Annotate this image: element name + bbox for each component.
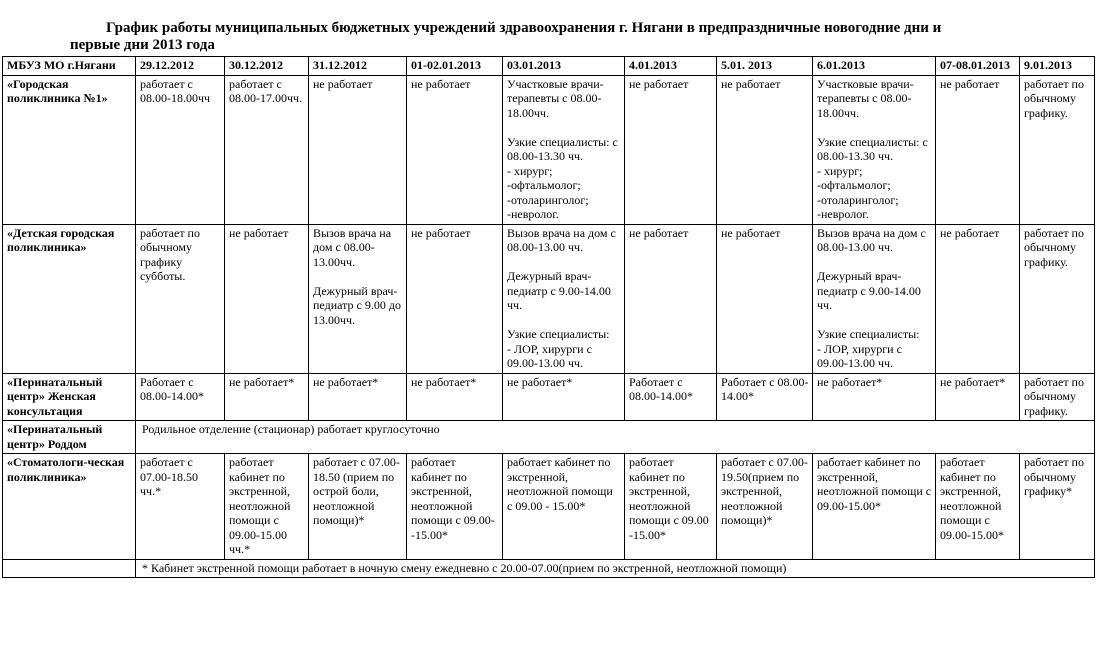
table-cell: работает с 07.00-18.50 (прием по острой боли, неотложной помощи)* bbox=[309, 454, 407, 560]
header-date: 03.01.2013 bbox=[503, 57, 625, 76]
table-cell: не работает bbox=[625, 224, 717, 373]
schedule-table bbox=[2, 56, 1095, 578]
footnote-empty-cell bbox=[3, 559, 136, 578]
institution-name: «Стоматологи-ческая поликлиника» bbox=[3, 454, 136, 560]
institution-name: «Детская городская поликлиника» bbox=[3, 224, 136, 373]
table-cell: не работает* bbox=[503, 373, 625, 421]
title-line-1: График работы муниципальных бюджетных учреждений здравоохранения г. Нягани в предпраздничные новогодние дни и bbox=[106, 20, 942, 36]
table-cell: работает с 07.00-19.50(прием по экстренной, неотложной помощи)* bbox=[717, 454, 813, 560]
table-cell: Участковые врачи-терапевты с 08.00-18.00чч. Узкие специалисты: с 08.00-13.30 чч. - хирург; -офтальмолог; -отоларинголог; -невролог. bbox=[503, 75, 625, 224]
header-date: 6.01.2013 bbox=[813, 57, 936, 76]
table-cell: Вызов врача на дом с 08.00-13.00 чч. Дежурный врач-педиатр с 9.00-14.00 чч. Узкие специалисты: - ЛОР, хирурги с 09.00-13.00 чч. bbox=[503, 224, 625, 373]
table-cell: не работает* bbox=[813, 373, 936, 421]
table-cell: не работает* bbox=[407, 373, 503, 421]
table-cell: работает по обычному графику. bbox=[1020, 75, 1095, 224]
table-row bbox=[3, 224, 1095, 373]
table-cell: работает с 07.00-18.50 чч.* bbox=[136, 454, 225, 560]
header-institution: МБУЗ МО г.Нягани bbox=[3, 57, 136, 76]
table-row bbox=[3, 421, 1095, 454]
header-row bbox=[3, 57, 1095, 76]
table-cell: не работает bbox=[717, 224, 813, 373]
table-row bbox=[3, 75, 1095, 224]
header-date: 5.01. 2013 bbox=[717, 57, 813, 76]
header-date: 30.12.2012 bbox=[225, 57, 309, 76]
table-cell: Работает с 08.00-14.00* bbox=[625, 373, 717, 421]
table-cell: работает с 08.00-18.00чч bbox=[136, 75, 225, 224]
table-cell: работает кабинет по экстренной, неотложной помощи с 09.00-15.00* bbox=[936, 454, 1020, 560]
table-row bbox=[3, 454, 1095, 560]
table-cell: не работает bbox=[407, 224, 503, 373]
table-cell: работает по обычному графику. bbox=[1020, 373, 1095, 421]
table-cell: Участковые врачи-терапевты с 08.00-18.00чч. Узкие специалисты: с 08.00-13.30 чч. - хирург; -офтальмолог; -отоларинголог; -невролог. bbox=[813, 75, 936, 224]
table-cell: работает по обычному графику. bbox=[1020, 224, 1095, 373]
header-date: 4.01.2013 bbox=[625, 57, 717, 76]
header-date: 9.01.2013 bbox=[1020, 57, 1095, 76]
table-cell: не работает* bbox=[309, 373, 407, 421]
table-cell: Работает с 08.00-14.00* bbox=[136, 373, 225, 421]
institution-name: «Перинатальный центр» Роддом bbox=[3, 421, 136, 454]
table-cell: работает с 08.00-17.00чч. bbox=[225, 75, 309, 224]
table-cell: работает по обычному графику* bbox=[1020, 454, 1095, 560]
table-cell: Вызов врача на дом с 08.00-13.00 чч. Дежурный врач-педиатр с 9.00-14.00 чч. Узкие специалисты: - ЛОР, хирурги с 09.00-13.00 чч. bbox=[813, 224, 936, 373]
table-cell: работает кабинет по экстренной, неотложной помощи с 09.00--15.00* bbox=[407, 454, 503, 560]
table-cell: не работает bbox=[936, 224, 1020, 373]
table-cell: Вызов врача на дом с 08.00-13.00чч. Дежурный врач- педиатр с 9.00 до 13.00чч. bbox=[309, 224, 407, 373]
table-cell: Работает с 08.00-14.00* bbox=[717, 373, 813, 421]
table-cell: не работает* bbox=[936, 373, 1020, 421]
roddom-note: Родильное отделение (стационар) работает круглосуточно bbox=[136, 421, 1095, 454]
footnote-row bbox=[3, 559, 1095, 578]
table-cell: работает кабинет по экстренной, неотложной помощи с 09.00 -15.00* bbox=[625, 454, 717, 560]
footnote: * Кабинет экстренной помощи работает в ночную смену ежедневно с 20.00-07.00(прием по экстренной, неотложной помощи) bbox=[136, 559, 1095, 578]
header-date: 29.12.2012 bbox=[136, 57, 225, 76]
table-cell: работает кабинет по экстренной, неотложной помощи с 09.00-15.00* bbox=[813, 454, 936, 560]
header-date: 01-02.01.2013 bbox=[407, 57, 503, 76]
table-cell: не работает bbox=[309, 75, 407, 224]
document-title bbox=[0, 20, 1097, 54]
table-cell: не работает bbox=[407, 75, 503, 224]
table-cell: не работает bbox=[936, 75, 1020, 224]
table-cell: работает по обычному графику субботы. bbox=[136, 224, 225, 373]
table-cell: не работает bbox=[225, 224, 309, 373]
table-cell: работает кабинет по экстренной, неотложной помощи с 09.00-15.00 чч.* bbox=[225, 454, 309, 560]
table-row bbox=[3, 373, 1095, 421]
institution-name: «Перинатальный центр» Женская консультация bbox=[3, 373, 136, 421]
header-date: 31.12.2012 bbox=[309, 57, 407, 76]
institution-name: «Городская поликлиника №1» bbox=[3, 75, 136, 224]
table-cell: работает кабинет по экстренной, неотложной помощи с 09.00 - 15.00* bbox=[503, 454, 625, 560]
table-cell: не работает* bbox=[225, 373, 309, 421]
table-cell: не работает bbox=[625, 75, 717, 224]
title-line-2: первые дни 2013 года bbox=[70, 37, 215, 53]
header-date: 07-08.01.2013 bbox=[936, 57, 1020, 76]
table-cell: не работает bbox=[717, 75, 813, 224]
